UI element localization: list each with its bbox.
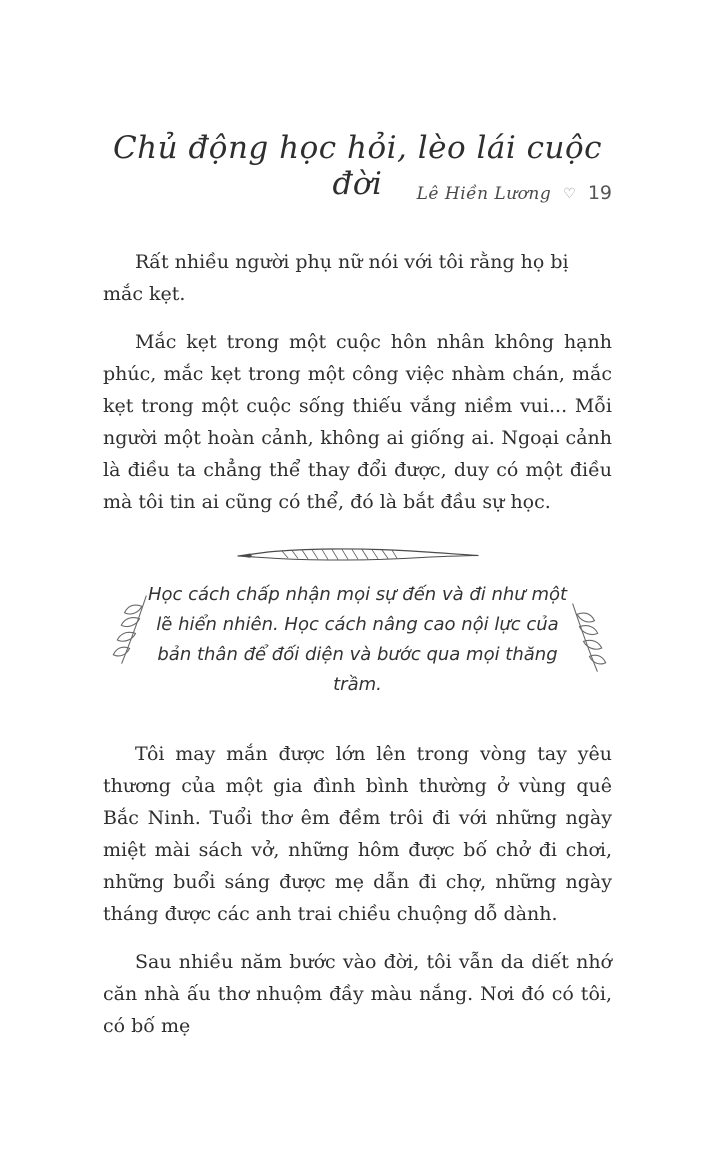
paragraph: Sau nhiều năm bước vào đời, tôi vẫn da diết nhớ căn nhà ấu thơ nhuộm đầy màu nắng. Nơi đó có tôi, có bố mẹ: [103, 951, 612, 1037]
paragraph: Rất nhiều người phụ nữ nói với tôi rằng họ bị mắc kẹt.: [103, 251, 569, 305]
book-page: [0, 130, 708, 1154]
body-text: [103, 246, 612, 518]
chapter-title: Chủ động học hỏi, lèo lái cuộc đời: [112, 130, 603, 202]
paragraph: Mắc kẹt trong một cuộc hôn nhân không hạnh phúc, mắc kẹt trong một công việc nhàm chán, mắc kẹt trong một cuộc sống thiếu vắng niềm vui... Mỗi người một hoàn cảnh, không ai giống ai. Ngoại cảnh là điều ta chẳng thể thay đổi được, duy có một điều mà tôi tin ai cũng có thể, đó là bắt đầu sự học.: [103, 331, 612, 513]
running-header: [417, 182, 612, 204]
leaf-branch-left-icon: [100, 591, 162, 670]
paragraph: Tôi may mắn được lớn lên trong vòng tay yêu thương của một gia đình bình thường ở vùng quê Bắc Ninh. Tuổi thơ êm đềm trôi đi với những ngày miệt mài sách vở, những hôm được bố chở đi chơi, những buổi sáng được mẹ dẫn đi chợ, những ngày tháng được các anh trai chiều chuộng dỗ dành.: [103, 743, 612, 925]
quote-block: [103, 580, 612, 700]
leaf-branch-right-icon: [557, 599, 619, 678]
body-text-continued: [103, 738, 612, 1042]
pen-divider-illustration: [234, 546, 482, 564]
author-name: Lê Hiền Lương: [416, 184, 552, 204]
page-number: 19: [587, 182, 612, 204]
pull-quote: Học cách chấp nhận mọi sự đến và đi như một lẽ hiển nhiên. Học cách nâng cao nội lực của bản thân để đối diện và bước qua mọi thăng trầm.: [147, 584, 568, 695]
heart-icon: ♡: [563, 186, 576, 202]
